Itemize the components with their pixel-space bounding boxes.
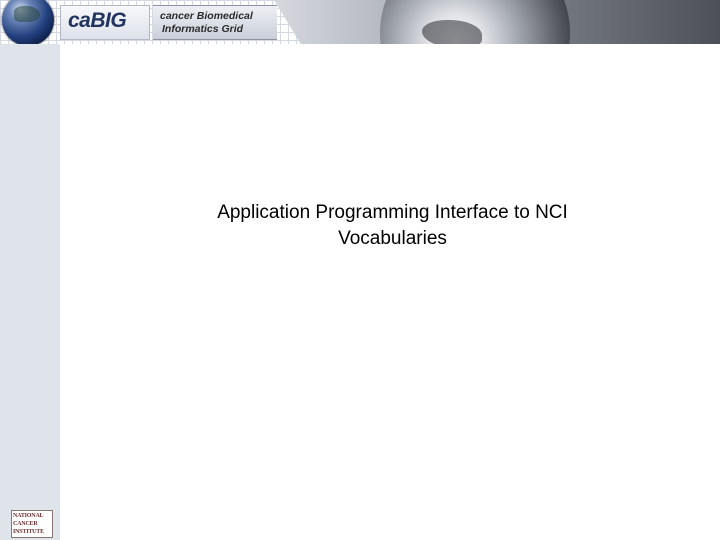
nci-logo <box>11 510 53 538</box>
tagline-line-1: cancer Biomedical <box>160 10 253 22</box>
tagline-line-2: Informatics Grid <box>162 23 244 35</box>
nci-logo-line-2: CANCER <box>13 521 38 527</box>
slide-title-line-2: Vocabularies <box>338 228 447 249</box>
globe-icon <box>2 0 54 44</box>
left-sidebar <box>0 44 60 540</box>
nci-logo-line-1: NATIONAL <box>13 513 44 519</box>
cabig-logo: caBIG <box>68 9 127 32</box>
slide-title <box>100 200 685 252</box>
nci-logo-line-3: INSTITUTE <box>13 529 44 535</box>
header-banner <box>0 0 720 44</box>
slide-title-line-1: Application Programming Interface to NCI <box>217 202 568 223</box>
large-globe-icon <box>380 0 570 44</box>
